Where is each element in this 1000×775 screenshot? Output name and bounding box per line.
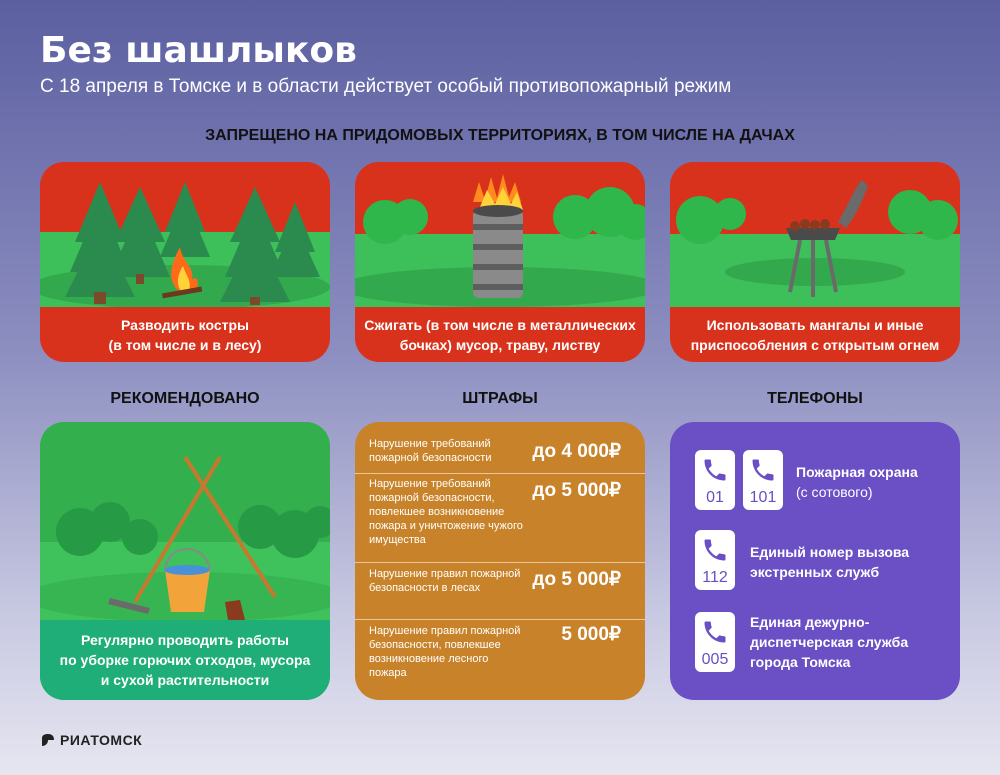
fines-card	[355, 422, 645, 700]
prohibited-card-grill	[670, 162, 960, 362]
fine-row: Нарушение правил пожарной безопасности в лесах до 5 000₽	[355, 562, 645, 620]
phone-entry-text: Единая дежурно- диспетчерская служба города Томска	[750, 614, 909, 670]
phone-entry-text: Единый номер вызова экстренных служб	[750, 544, 910, 580]
campfire-icon	[40, 162, 330, 307]
logo-text: РИАТОМСК	[60, 732, 143, 748]
phone-number-card: 112	[695, 530, 735, 590]
prohibited-card-campfire	[40, 162, 330, 362]
recommended-caption: Регулярно проводить работы по уборке горючих отходов, мусора и сухой растительности	[40, 620, 330, 700]
page-title: Без шашлыков	[40, 30, 357, 71]
prohibited-caption-grill: Использовать мангалы и иные приспособления с открытым огнем	[690, 316, 940, 353]
page-subtitle: С 18 апреля в Томске и в области действует особый противопожарный режим	[40, 76, 732, 97]
ria-tomsk-logo	[40, 730, 142, 750]
recommended-card	[40, 422, 330, 700]
recommended-heading: РЕКОМЕНДОВАНО	[110, 390, 260, 407]
phone-number-card: 005	[695, 612, 735, 672]
prohibited-caption-campfire: Разводить костры (в том числе и в лесу)	[108, 316, 262, 353]
phones-card	[670, 422, 960, 700]
logo-mark-icon	[40, 732, 56, 748]
phone-icon	[701, 618, 729, 646]
fine-row: Нарушение требований пожарной безопасности до 4 000₽	[355, 422, 645, 474]
phone-number-card: 01	[695, 450, 735, 510]
fine-row: Нарушение требований пожарной безопасности, повлекшее возникновение пожара и уничтожение чужого имущества до 5 000₽	[355, 473, 645, 563]
fines-heading: ШТРАФЫ	[462, 390, 538, 407]
rake-bucket-shovel-icon	[40, 422, 330, 622]
phone-icon	[701, 536, 729, 564]
phones-heading: ТЕЛЕФОНЫ	[767, 390, 863, 407]
burning-barrel-icon	[355, 162, 645, 307]
prohibited-card-barrel	[355, 162, 645, 362]
phone-icon	[749, 456, 777, 484]
phone-icon	[701, 456, 729, 484]
grill-icon	[670, 162, 960, 307]
prohibited-heading: ЗАПРЕЩЕНО НА ПРИДОМОВЫХ ТЕРРИТОРИЯХ, В ТОМ ЧИСЛЕ НА ДАЧАХ	[205, 127, 795, 144]
fine-row: Нарушение правил пожарной безопасности, повлекшее возникновение лесного пожара 5 000₽	[369, 624, 621, 679]
phone-number-card: 101	[743, 450, 783, 510]
phone-entry-text: Пожарная охрана (с сотового)	[796, 464, 918, 500]
prohibited-caption-barrel: Сжигать (в том числе в металлических бочках) мусор, траву, листву	[364, 316, 636, 353]
